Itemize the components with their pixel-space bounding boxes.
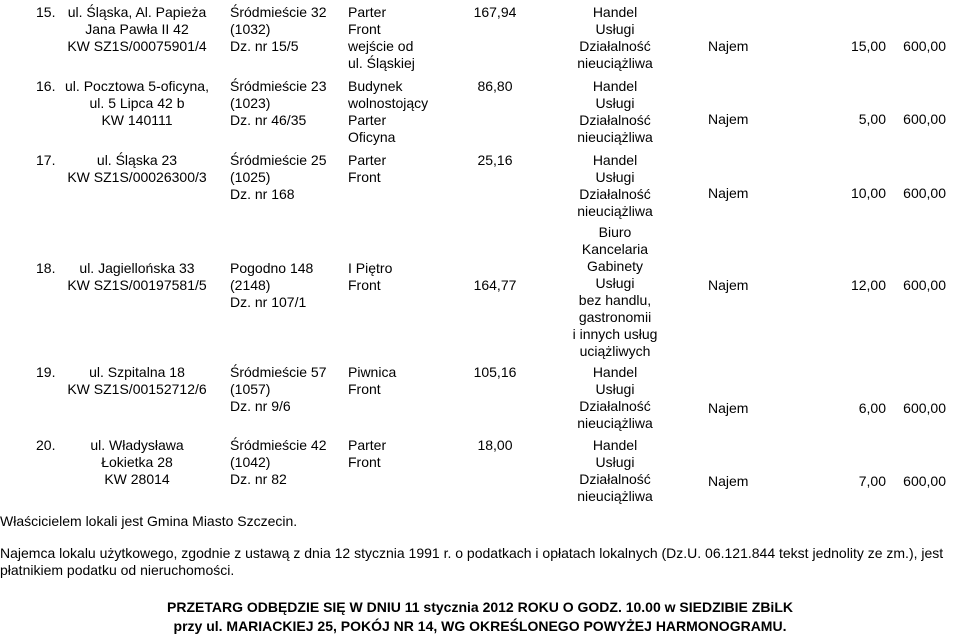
location-line: Parter	[348, 4, 387, 20]
announcement-line: PRZETARG ODBĘDZIE SIĘ W DNIU 11 stycznia 2012 ROKU O GODZ. 10.00 w SIEDZIBIE ZBiLK	[167, 599, 793, 615]
address-cell	[52, 78, 222, 129]
rate-value: 5,00	[858, 111, 886, 127]
plot-line: Śródmieście 57	[230, 364, 327, 380]
location-line: Piwnica	[348, 364, 397, 380]
lease-form: Najem	[708, 111, 749, 127]
deposit-value: 600,00	[903, 400, 946, 416]
rate-value: 15,00	[850, 38, 886, 54]
address-line: KW 140111	[101, 112, 173, 128]
plot-line: Śródmieście 32	[230, 4, 327, 20]
plot-cell	[230, 4, 340, 55]
location-line: Parter	[348, 152, 387, 168]
location-line: Front	[348, 169, 381, 185]
area-value: 167,94	[473, 4, 517, 20]
use-cell	[555, 437, 675, 505]
use-line: Gabinety	[586, 258, 644, 274]
plot-line: Dz. nr 9/6	[230, 398, 291, 414]
address-cell	[52, 364, 222, 398]
location-line: wolnostojący	[348, 95, 429, 111]
lease-form: Najem	[708, 277, 749, 293]
plot-line: Dz. nr 15/5	[230, 38, 299, 54]
use-cell	[555, 78, 675, 146]
use-line: Kancelaria	[581, 241, 649, 257]
address-cell	[52, 4, 222, 55]
use-cell	[555, 364, 675, 432]
location-line: Parter	[348, 437, 387, 453]
location-line: Oficyna	[348, 129, 396, 145]
deposit-value: 600,00	[903, 473, 946, 489]
address-line: KW SZ1S/00197581/5	[67, 277, 207, 293]
plot-line: (1023)	[230, 95, 271, 111]
rate-value: 10,00	[850, 185, 886, 201]
use-line: Handel	[592, 152, 638, 168]
use-line: Handel	[592, 78, 638, 94]
address-line: ul. Śląska 23	[96, 152, 178, 168]
area-value: 86,80	[477, 78, 513, 94]
lease-form: Najem	[708, 185, 749, 201]
plot-cell	[230, 437, 340, 488]
area-value: 18,00	[477, 437, 513, 453]
plot-line: Dz. nr 82	[230, 471, 287, 487]
use-line: gastronomii	[578, 309, 652, 325]
lease-form: Najem	[708, 400, 749, 416]
address-line: ul. Szpitalna 18	[89, 364, 185, 380]
address-line: ul. Pocztowa 5-oficyna,	[65, 78, 209, 94]
use-line: Usługi	[595, 169, 635, 185]
address-line: Jana Pawła II 42	[85, 21, 189, 37]
use-line: nieuciążliwa	[577, 129, 653, 145]
owner-note: Właścicielem lokali jest Gmina Miasto Szczecin.	[0, 513, 298, 529]
use-line: i innych usług	[572, 326, 658, 342]
use-line: bez handlu,	[578, 292, 652, 308]
address-line: ul. Śląska, Al. Papieża	[67, 4, 207, 20]
use-line: Usługi	[595, 275, 635, 291]
plot-cell	[230, 152, 340, 203]
use-line: Działalność	[579, 112, 651, 128]
use-line: Działalność	[579, 186, 651, 202]
plot-line: Dz. nr 168	[230, 186, 295, 202]
location-line: Front	[348, 454, 381, 470]
location-line: Front	[348, 381, 381, 397]
rate-value: 12,00	[850, 277, 886, 293]
deposit-value: 600,00	[903, 111, 946, 127]
area-value: 164,77	[473, 277, 517, 293]
use-line: nieuciążliwa	[577, 488, 653, 504]
plot-line: Śródmieście 25	[230, 152, 327, 168]
row-number: 18.	[36, 260, 56, 276]
address-line: KW 28014	[104, 471, 170, 487]
plot-line: Śródmieście 23	[230, 78, 327, 94]
lease-form: Najem	[708, 38, 749, 54]
use-line: Usługi	[595, 381, 635, 397]
use-line: Biuro	[598, 224, 632, 240]
use-line: Usługi	[595, 95, 635, 111]
location-line: Parter	[348, 112, 387, 128]
area-value: 105,16	[473, 364, 517, 380]
location-line: Front	[348, 21, 381, 37]
deposit-value: 600,00	[903, 277, 946, 293]
plot-cell	[230, 78, 340, 129]
use-line: Usługi	[595, 454, 635, 470]
use-line: nieuciążliwa	[577, 55, 653, 71]
use-line: Działalność	[579, 398, 651, 414]
use-line: Handel	[592, 4, 638, 20]
address-line: ul. Władysława	[90, 437, 184, 453]
use-line: Handel	[592, 437, 638, 453]
tender-announcement	[0, 598, 960, 636]
plot-line: (1042)	[230, 454, 271, 470]
location-line: wejście od	[348, 38, 414, 54]
tenant-tax-note: Najemca lokalu użytkowego, zgodnie z ustawą z dnia 12 stycznia 1991 r. o podatkach i opłatach lokalnych (Dz.U. 06.121.844 tekst jednolity ze zm.), jest płatnikiem podatku od nieruchomości.	[0, 545, 944, 578]
use-line: Działalność	[579, 38, 651, 54]
use-line: Usługi	[595, 21, 635, 37]
deposit-value: 600,00	[903, 38, 946, 54]
announcement-line: przy ul. MARIACKIEJ 25, POKÓJ NR 14, WG OKREŚLONEGO POWYŻEJ HARMONOGRAMU.	[173, 618, 787, 634]
address-cell	[52, 437, 222, 488]
deposit-value: 600,00	[903, 185, 946, 201]
address-line: KW SZ1S/00152712/6	[67, 381, 207, 397]
plot-line: (2148)	[230, 277, 271, 293]
plot-cell	[230, 260, 340, 311]
address-cell	[52, 152, 222, 186]
plot-cell	[230, 364, 340, 415]
use-cell	[555, 224, 675, 360]
row-number: 15.	[36, 4, 56, 20]
location-line: ul. Śląskiej	[348, 55, 415, 71]
address-line: KW SZ1S/00075901/4	[67, 38, 207, 54]
use-cell	[555, 152, 675, 220]
use-line: Handel	[592, 364, 638, 380]
row-number: 19.	[36, 364, 56, 380]
address-line: ul. Jagiellońska 33	[79, 260, 195, 276]
area-value: 25,16	[477, 152, 513, 168]
row-number: 20.	[36, 437, 56, 453]
plot-line: Pogodno 148	[230, 260, 314, 276]
rate-value: 7,00	[858, 473, 886, 489]
location-line: Front	[348, 277, 381, 293]
address-line: Łokietka 28	[101, 454, 173, 470]
row-number: 16.	[36, 78, 56, 94]
row-number: 17.	[36, 152, 56, 168]
plot-line: (1057)	[230, 381, 271, 397]
address-line: KW SZ1S/00026300/3	[67, 169, 207, 185]
plot-line: (1032)	[230, 21, 271, 37]
use-line: nieuciążliwa	[577, 415, 653, 431]
location-line: I Piętro	[348, 260, 393, 276]
lease-form: Najem	[708, 473, 749, 489]
use-line: Działalność	[579, 471, 651, 487]
plot-line: Dz. nr 46/35	[230, 112, 307, 128]
address-line: ul. 5 Lipca 42 b	[89, 95, 185, 111]
plot-line: Dz. nr 107/1	[230, 294, 307, 310]
address-cell	[52, 260, 222, 294]
use-line: uciążliwych	[579, 343, 651, 359]
rate-value: 6,00	[858, 400, 886, 416]
location-line: Budynek	[348, 78, 403, 94]
use-cell	[555, 4, 675, 72]
plot-line: Śródmieście 42	[230, 437, 327, 453]
plot-line: (1025)	[230, 169, 271, 185]
use-line: nieuciążliwa	[577, 203, 653, 219]
